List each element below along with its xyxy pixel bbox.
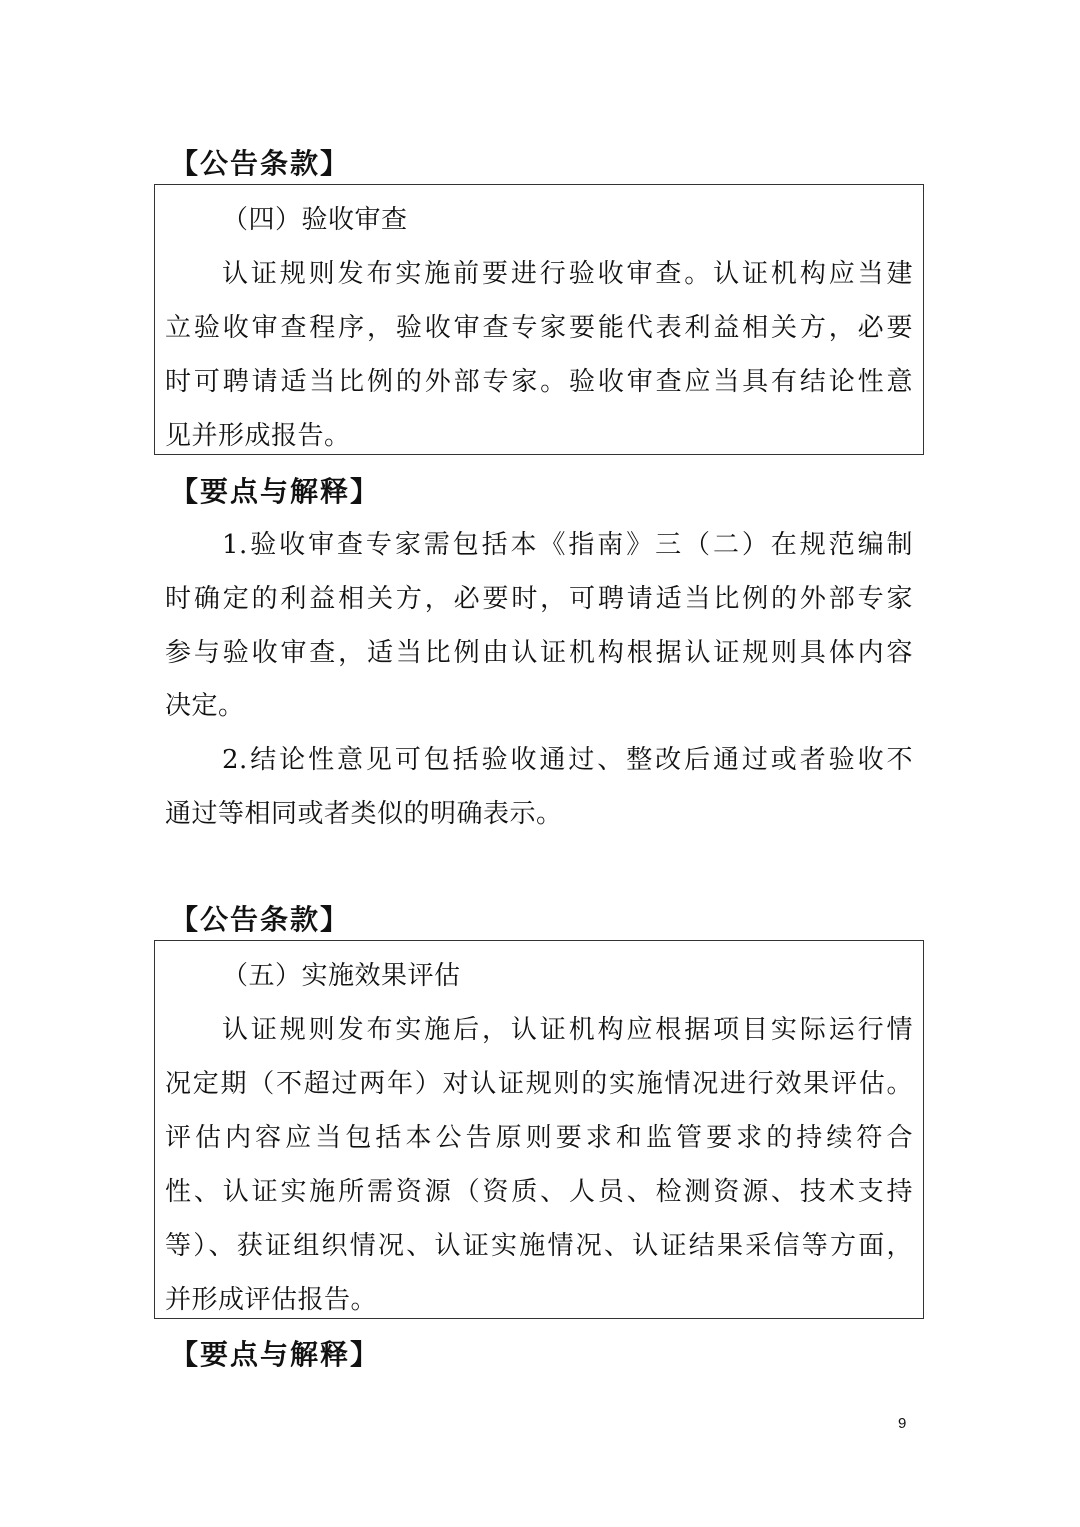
clause-line: 评估内容应当包括本公告原则要求和监管要求的持续符合 xyxy=(165,1123,913,1153)
explanation-line: 时确定的利益相关方，必要时，可聘请适当比例的外部专家 xyxy=(165,584,913,614)
clause-line: 见并形成报告。 xyxy=(165,421,351,451)
clause-line: 性、认证实施所需资源（资质、人员、检测资源、技术支持 xyxy=(165,1177,913,1207)
section-heading-announcement-2: 【公告条款】 xyxy=(170,903,351,936)
clause-title-1: （四）验收审查 xyxy=(222,205,408,235)
explanation-line: 2.结论性意见可包括验收通过、整改后通过或者验收不 xyxy=(222,745,913,775)
clause-line: 况定期（不超过两年）对认证规则的实施情况进行效果评估。 xyxy=(165,1069,913,1099)
clause-line: 立验收审查程序，验收审查专家要能代表利益相关方，必要 xyxy=(165,313,913,343)
page-number: 9 xyxy=(898,1415,907,1432)
clause-title-2: （五）实施效果评估 xyxy=(222,961,461,991)
explanation-line: 决定。 xyxy=(165,691,245,721)
section-heading-explanation-1: 【要点与解释】 xyxy=(170,475,381,508)
section-heading-explanation-2: 【要点与解释】 xyxy=(170,1338,381,1371)
section-heading-announcement-1: 【公告条款】 xyxy=(170,147,351,180)
clause-line: 时可聘请适当比例的外部专家。验收审查应当具有结论性意 xyxy=(165,367,913,397)
clause-line: 认证规则发布实施前要进行验收审查。认证机构应当建 xyxy=(222,259,913,289)
explanation-line: 参与验收审查，适当比例由认证机构根据认证规则具体内容 xyxy=(165,638,913,668)
clause-line: 认证规则发布实施后，认证机构应根据项目实际运行情 xyxy=(222,1015,913,1045)
clause-line: 等）、获证组织情况、认证实施情况、认证结果采信等方面， xyxy=(165,1231,913,1261)
clause-line: 并形成评估报告。 xyxy=(165,1285,378,1315)
explanation-line: 1.验收审查专家需包括本《指南》三（二）在规范编制 xyxy=(222,530,913,560)
explanation-line: 通过等相同或者类似的明确表示。 xyxy=(165,799,563,829)
